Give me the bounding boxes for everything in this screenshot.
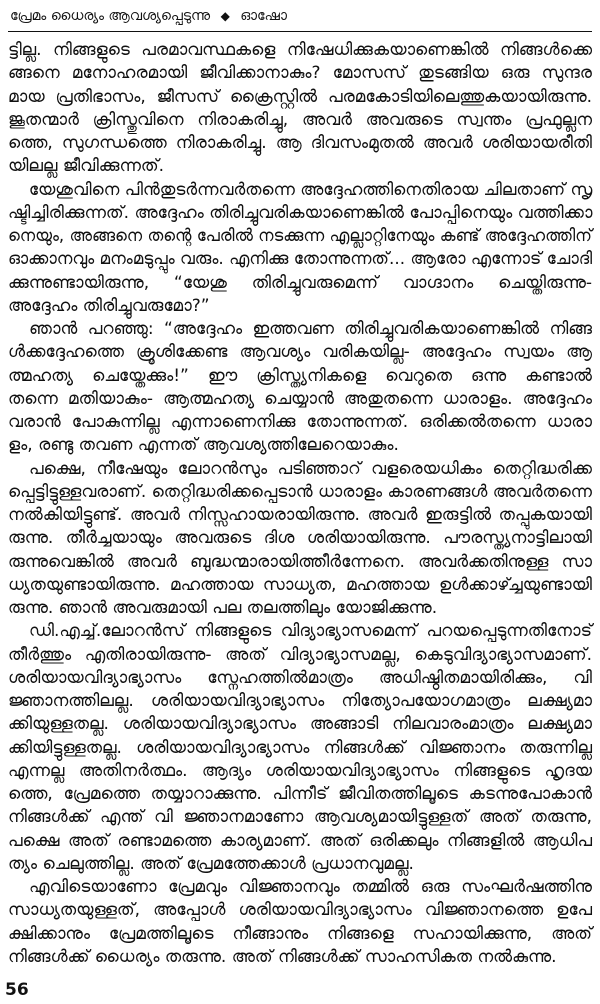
- text-line: രുന്നു. ഞാൻ അവരുമായി പല തലത്തിലും യോജിക്കുന്നു.: [8, 598, 438, 618]
- text-line: സാധ്യതയുള്ളത്, അപ്പോൾ ശരിയായവിദ്യാഭ്യാസം വിജ്ഞാനത്തെ ഉപേ: [8, 900, 592, 921]
- text-line: ക്കുന്നുണ്ടായിരുന്നു, “യേശു തിരിച്ചുവരുമെന്ന് വാഗ്ദാനം ചെയ്തിരുന്നു-: [8, 272, 592, 293]
- text-line: തന്നെ മതിയാകും- ആത്മഹത്യ ചെയ്യാൻ അതുതന്നെ ധാരാളം. അദ്ദേഹം: [8, 388, 592, 409]
- text-line: ളം, രണ്ടു തവണ എന്നത് ആവശ്യത്തിലേറെയാകും.: [8, 435, 399, 456]
- paragraph: [8, 39, 592, 179]
- header-rule: [8, 31, 592, 32]
- page-number: 56: [5, 980, 29, 1000]
- author-name: ഓഷോ: [240, 8, 287, 24]
- text-line: ത്യം ചെലുത്തില്ല. അത് പ്രേമത്തേക്കാൾ പ്രധാനവുമല്ല.: [8, 853, 414, 874]
- text-line: രുന്നുവെങ്കിൽ അവർ ബുദ്ധന്മാരായിത്തീർന്നേനെ. അവർക്കതിനുള്ള സാ: [8, 551, 592, 572]
- running-header: [10, 5, 287, 27]
- text-line: ഓക്കാനവും മനംമടുപ്പും വരും. എനിക്കു തോന്നുന്നത്... ആരോ എന്നോട് ചോദി: [8, 249, 593, 270]
- paragraph: [8, 179, 592, 319]
- text-line: ഡി.എച്ച്.ലോറൻസ് നിങ്ങളുടെ വിദ്യാഭ്യാസമെന്ന് പറയപ്പെടുന്നതിനോട്: [29, 621, 592, 642]
- text-line: രുന്നു. തീർച്ചയായും അവരുടെ ദിശ ശരിയായിരുന്നു. പൗരസ്ത്യനാട്ടിലായി: [8, 528, 592, 549]
- text-line: ൾക്കദ്ദേഹത്തെ ക്രൂശിക്കേണ്ട ആവശ്യം വരികയില്ല- അദ്ദേഹം സ്വയം ആ: [8, 342, 592, 363]
- text-line: തീർത്തും എതിരായിരുന്നു- അത് വിദ്യാഭ്യാസമല്ല, കെടുവിദ്യാഭ്യാസമാണ്.: [8, 644, 592, 665]
- text-line: ജൂതന്മാർ ക്രിസ്തുവിനെ നിരാകരിച്ചു, അവർ അവരുടെ സ്വന്തം പ്രഫുല്ലന: [8, 109, 592, 130]
- text-line: ത്തെ, പ്രേമത്തെ തയ്യാറാക്കുന്നു. പിന്നീട് ജീവിതത്തിലൂടെ കടന്നുപോകാൻ: [8, 784, 592, 804]
- text-line: പ്പെട്ടിട്ടുള്ളവരാണ്. തെറ്റിദ്ധരിക്കപ്പെടാൻ ധാരാളം കാരണങ്ങൾ അവർതന്നെ: [8, 481, 592, 502]
- text-line: ങ്ങനെ മനോഹരമായി ജീവിക്കാനാകും? മോസസ് തുടങ്ങിയ ഒരു സുന്ദര: [8, 63, 592, 84]
- text-line: അദ്ദേഹം തിരിച്ചുവരുമോ?”: [8, 295, 210, 316]
- text-line: ക്കിയുള്ളതല്ല. ശരിയായവിദ്യാഭ്യാസം അങ്ങാടി നിലവാരംമാത്രം ലക്ഷ്യമാ: [8, 714, 592, 735]
- text-line: പക്ഷെ, നീഷേയും ലോറൻസും പടിഞ്ഞാറ് വളരെയധികം തെറ്റിദ്ധരിക്ക: [29, 458, 592, 479]
- text-line: ത്മഹത്യ ചെയ്തേക്കും!” ഈ ക്രിസ്ത്യനികളെ വെറുതെ ഒന്നു കണ്ടാൽ: [8, 365, 592, 386]
- book-title: പ്രേമം ധൈര്യം ആവശ്യപ്പെടുന്നു: [10, 8, 211, 24]
- text-line: യേശുവിനെ പിൻതുടർന്നവർതന്നെ അദ്ദേഹത്തിനെതിരായ ചിലതാണ് സൃ: [28, 179, 593, 200]
- text-line: നൽകിയിട്ടുണ്ട്. അവർ നിസ്സഹായരായിരുന്നു. അവർ ഇരുട്ടിൽ തപ്പുകയായി: [8, 505, 592, 525]
- text-line: ശരിയായവിദ്യാഭ്യാസം സ്നേഹത്തിൽമാത്രം അധിഷ്ഠിതമായിരിക്കും, വി: [8, 667, 592, 688]
- text-line: യിലല്ല ജീവിക്കുന്നത്.: [8, 156, 165, 177]
- text-line: ഞാൻ പറഞ്ഞു: “അദ്ദേഹം ഇത്തവണ തിരിച്ചുവരികയാണെങ്കിൽ നിങ്ങ: [29, 319, 592, 339]
- paragraph: [8, 318, 592, 458]
- text-line: നിങ്ങൾക്ക് ധൈര്യം തരുന്നു. അത് നിങ്ങൾക്ക് സാഹസികത നൽകുന്നു.: [8, 946, 557, 967]
- text-line: നെയും, അങ്ങനെ തന്റെ പേരിൽ നടക്കുന്ന എല്ലാറ്റിനേയും കണ്ട് അദ്ദേഹത്തിന്: [8, 226, 592, 246]
- text-line: ത്തെ, സുഗന്ധത്തെ നിരാകരിച്ചു. ആ ദിവസംമുതൽ അവർ ശരിയായരീതി: [8, 133, 592, 153]
- text-line: പക്ഷെ അത് രണ്ടാമത്തെ കാര്യമാണ്. അത് ഒരിക്കലും നിങ്ങളിൽ ആധിപ: [8, 830, 592, 851]
- diamond-icon: ◆: [220, 9, 230, 23]
- text-line: വരാൻ പോകുന്നില്ല എന്നാണെനിക്കു തോന്നുന്നത്. ഒരിക്കൽതന്നെ ധാരാ: [8, 412, 592, 432]
- text-line: ധ്യതയുണ്ടായിരുന്നു. മഹത്തായ സാധ്യത, മഹത്തായ ഉൾക്കാഴ്ച്ചയുണ്ടായി: [8, 574, 592, 595]
- paragraph: [8, 458, 592, 621]
- text-line: ഷ്ടിച്ചിരിക്കുന്നത്. അദ്ദേഹം തിരിച്ചുവരികയാണെങ്കിൽ പോപ്പിനെയും വത്തിക്കാ: [8, 202, 593, 223]
- text-line: മായ പ്രതിഭാസം, ജീസസ് ക്രൈസ്റ്റിൽ പരമകോടിയിലെത്തുകയായിരുന്നു.: [8, 86, 592, 107]
- text-line: എവിടെയാണോ പ്രേമവും വിജ്ഞാനവും തമ്മിൽ ഒരു സംഘർഷത്തിനു: [29, 877, 592, 897]
- paragraph: [8, 620, 592, 876]
- body-text: [8, 39, 592, 969]
- text-line: ജ്ഞാനത്തിലല്ല. ശരിയായവിദ്യാഭ്യാസം നിത്യോപയോഗമാത്രം ലക്ഷ്യമാ: [8, 691, 592, 711]
- paragraph: [8, 876, 592, 969]
- text-line: ക്ഷിക്കാനും പ്രേമത്തിലൂടെ നീങ്ങാനും നിങ്ങളെ സഹായിക്കുന്നു, അത്: [8, 923, 592, 944]
- text-line: എന്നല്ല അതിനർത്ഥം. ആദ്യം ശരിയായവിദ്യാഭ്യാസം നിങ്ങളുടെ ഹൃദയ: [8, 760, 592, 781]
- text-line: ട്ടില്ല. നിങ്ങളുടെ പരമാവസ്ഥകളെ നിഷേധിക്കുകയാണെങ്കിൽ നിങ്ങൾക്കെ: [8, 40, 592, 60]
- text-line: നിങ്ങൾക്ക് എന്ത് വി ജ്ഞാനമാണോ ആവശ്യമായിട്ടുള്ളത് അത് തരുന്നു,: [8, 807, 592, 828]
- text-line: ക്കിയിട്ടുള്ളതല്ല. ശരിയായവിദ്യാഭ്യാസം നിങ്ങൾക്ക് വിജ്ഞാനം തരുന്നില്ല: [8, 737, 592, 758]
